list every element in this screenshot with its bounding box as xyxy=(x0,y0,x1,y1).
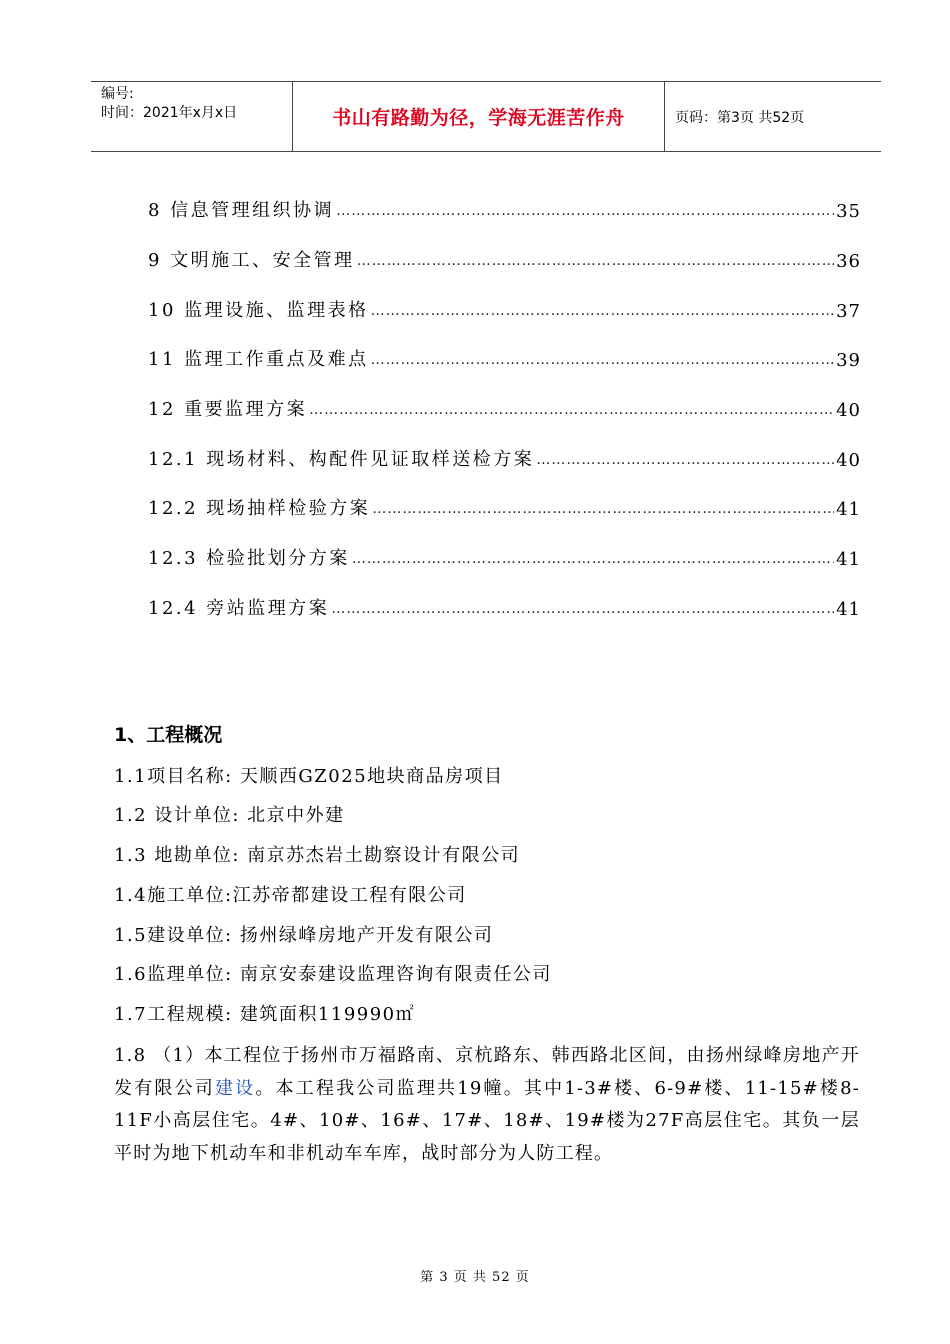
header-motto-cell xyxy=(293,82,665,151)
toc-leader-dots xyxy=(309,402,834,418)
toc-entry-page: 40 xyxy=(836,450,861,471)
construction-link[interactable]: 建设 xyxy=(214,1077,256,1099)
toc-entry-page: 35 xyxy=(836,201,861,222)
toc-entry-title: 9 文明施工、安全管理 xyxy=(148,250,355,271)
toc-entry-title: 12.2 现场抽样检验方案 xyxy=(148,498,371,519)
toc-leader-dots xyxy=(352,551,834,567)
project-info-line: 1.4施工单位:江苏帝都建设工程有限公司 xyxy=(114,885,467,906)
toc-entry[interactable] xyxy=(148,196,861,222)
toc-entry-page: 41 xyxy=(836,599,861,620)
toc-leader-dots xyxy=(372,501,834,517)
toc-entry[interactable] xyxy=(148,395,861,421)
toc-entry-title: 12 重要监理方案 xyxy=(148,399,308,420)
project-info-line: 1.6监理单位: 南京安泰建设监理咨询有限责任公司 xyxy=(114,964,552,985)
project-info-line: 1.1项目名称: 天顺西GZ025地块商品房项目 xyxy=(114,766,504,787)
toc-entry-title: 11 监理工作重点及难点 xyxy=(148,349,369,370)
toc-entry-page: 36 xyxy=(836,251,861,272)
toc-leader-dots xyxy=(331,601,834,617)
document-time-label: 时间：2021年x月x日 xyxy=(101,105,238,121)
toc-entry[interactable] xyxy=(148,445,861,471)
toc-entry[interactable] xyxy=(148,544,861,570)
project-info-line: 1.7工程规模: 建筑面积119990㎡ xyxy=(114,1004,416,1025)
project-description-paragraph xyxy=(114,1040,860,1170)
toc-leader-dots xyxy=(357,253,834,269)
toc-entry-title: 12.3 检验批划分方案 xyxy=(148,548,350,569)
paragraph-text: 1.8 （1）本工程位于扬州市万福路南、京杭路东、韩西路北区间，由扬州绿峰房地产开发有限公司 xyxy=(114,1045,860,1099)
toc-leader-dots xyxy=(336,203,834,219)
project-info-line: 1.2 设计单位: 北京中外建 xyxy=(114,805,345,826)
toc-entry-title: 12.1 现场材料、构配件见证取样送检方案 xyxy=(148,449,535,470)
toc-entry-page: 37 xyxy=(836,301,861,322)
toc-entry-title: 10 监理设施、监理表格 xyxy=(148,300,369,321)
toc-entry[interactable] xyxy=(148,296,861,322)
page-header xyxy=(91,81,881,152)
toc-entry-page: 41 xyxy=(836,499,861,520)
toc-entry[interactable] xyxy=(148,345,861,371)
paragraph-text: 。本工程我公司监理共19幢。其中1-3#楼、6-9#楼、11-15#楼8-11F小高层住宅。4#、10#、16#、17#、18#、19#楼为27F高层住宅。其负一层平时为地下机动车和非机动车车库，战时部分为人防工程。 xyxy=(114,1077,861,1164)
toc-leader-dots xyxy=(371,303,834,319)
project-info-line: 1.3 地勘单位: 南京苏杰岩土勘察设计有限公司 xyxy=(114,845,521,866)
header-page-cell xyxy=(665,82,881,151)
section-heading: 1、工程概况 xyxy=(114,724,223,746)
toc-entry[interactable] xyxy=(148,594,861,620)
document-number-label: 编号: xyxy=(101,86,134,102)
toc-entry[interactable] xyxy=(148,494,861,520)
toc-entry[interactable] xyxy=(148,246,861,272)
toc-entry-page: 40 xyxy=(836,400,861,421)
toc-entry-page: 41 xyxy=(836,549,861,570)
toc-leader-dots xyxy=(371,352,834,368)
header-page-info: 页码：第3页 共52页 xyxy=(675,109,805,126)
toc-entry-title: 8 信息管理组织协调 xyxy=(148,200,335,221)
header-motto: 书山有路勤为径，学海无涯苦作舟 xyxy=(332,107,625,129)
toc-entry-title: 12.4 旁站监理方案 xyxy=(148,598,330,619)
page-footer: 第 3 页 共 52 页 xyxy=(420,1270,530,1285)
project-info-line: 1.5建设单位: 扬州绿峰房地产开发有限公司 xyxy=(114,925,494,946)
toc-leader-dots xyxy=(536,452,834,468)
header-meta-cell xyxy=(91,82,293,151)
toc-entry-page: 39 xyxy=(836,350,861,371)
